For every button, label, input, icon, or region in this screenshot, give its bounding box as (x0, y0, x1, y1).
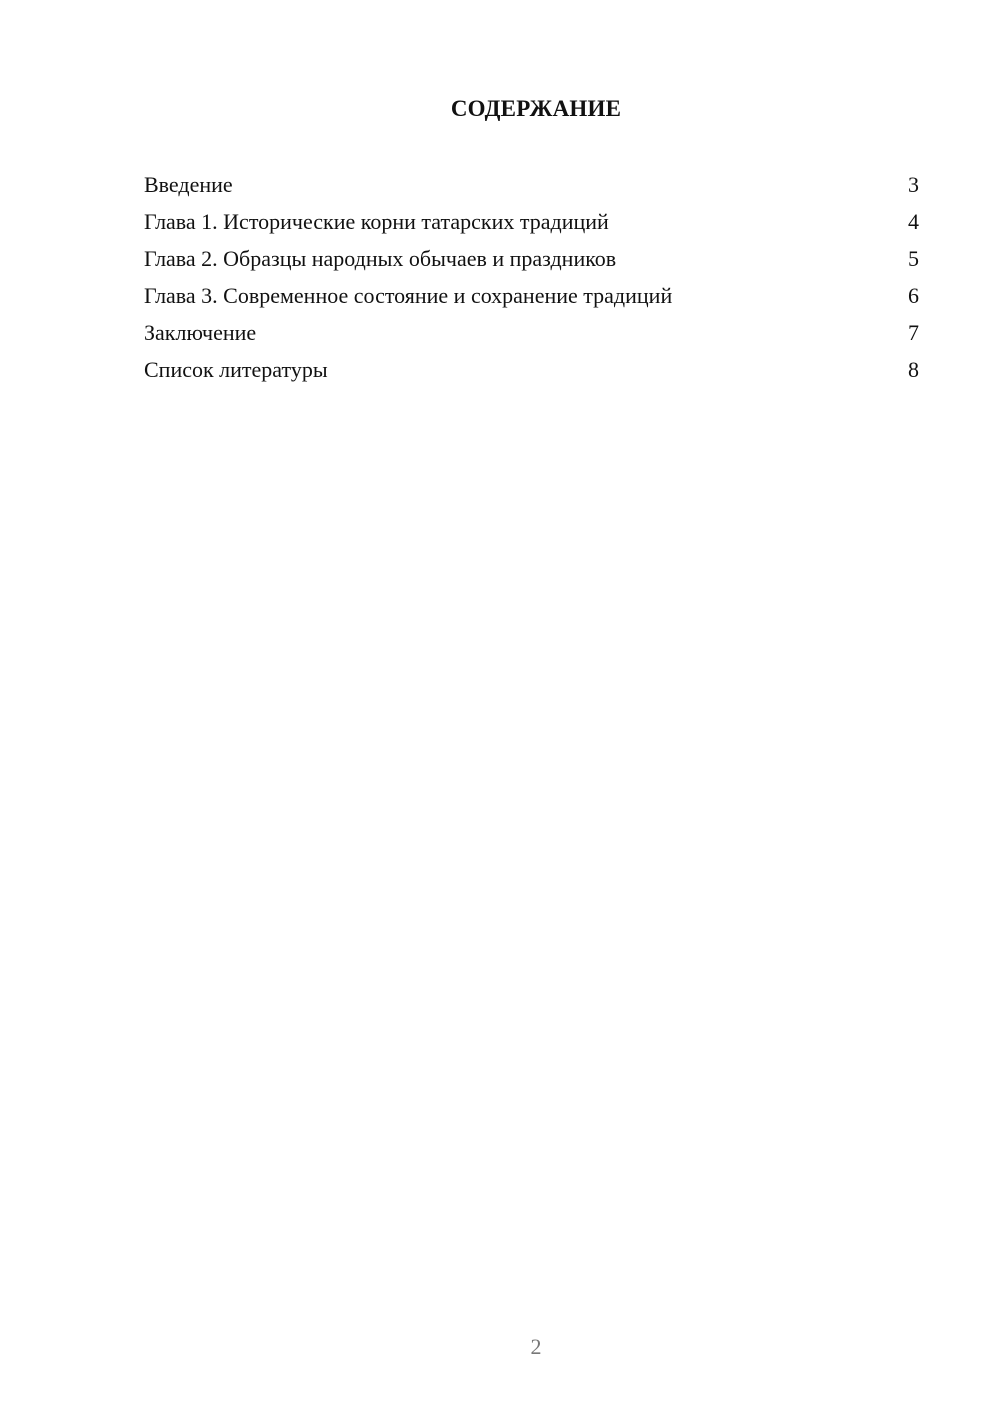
table-of-contents (144, 171, 919, 393)
toc-item-page: 3 (908, 172, 919, 197)
toc-item (144, 282, 919, 319)
toc-item-label: Глава 3. Современное состояние и сохранение традиций (144, 283, 673, 308)
toc-item (144, 171, 919, 208)
toc-item-label: Глава 2. Образцы народных обычаев и праздников (144, 246, 617, 271)
toc-item (144, 245, 919, 282)
toc-item-page: 6 (908, 283, 919, 308)
toc-item-page: 8 (908, 357, 919, 382)
toc-item-label: Список литературы (144, 357, 328, 382)
toc-item (144, 319, 919, 356)
page-title: СОДЕРЖАНИЕ (450, 96, 622, 121)
page-number: 2 (530, 1334, 542, 1359)
toc-item-label: Глава 1. Исторические корни татарских традиций (144, 209, 609, 234)
toc-item-label: Введение (144, 172, 233, 197)
toc-item-label: Заключение (144, 320, 257, 345)
toc-item-page: 4 (908, 209, 919, 234)
toc-item (144, 356, 919, 393)
toc-item-page: 7 (908, 320, 919, 345)
toc-item (144, 208, 919, 245)
toc-item-page: 5 (908, 246, 919, 271)
